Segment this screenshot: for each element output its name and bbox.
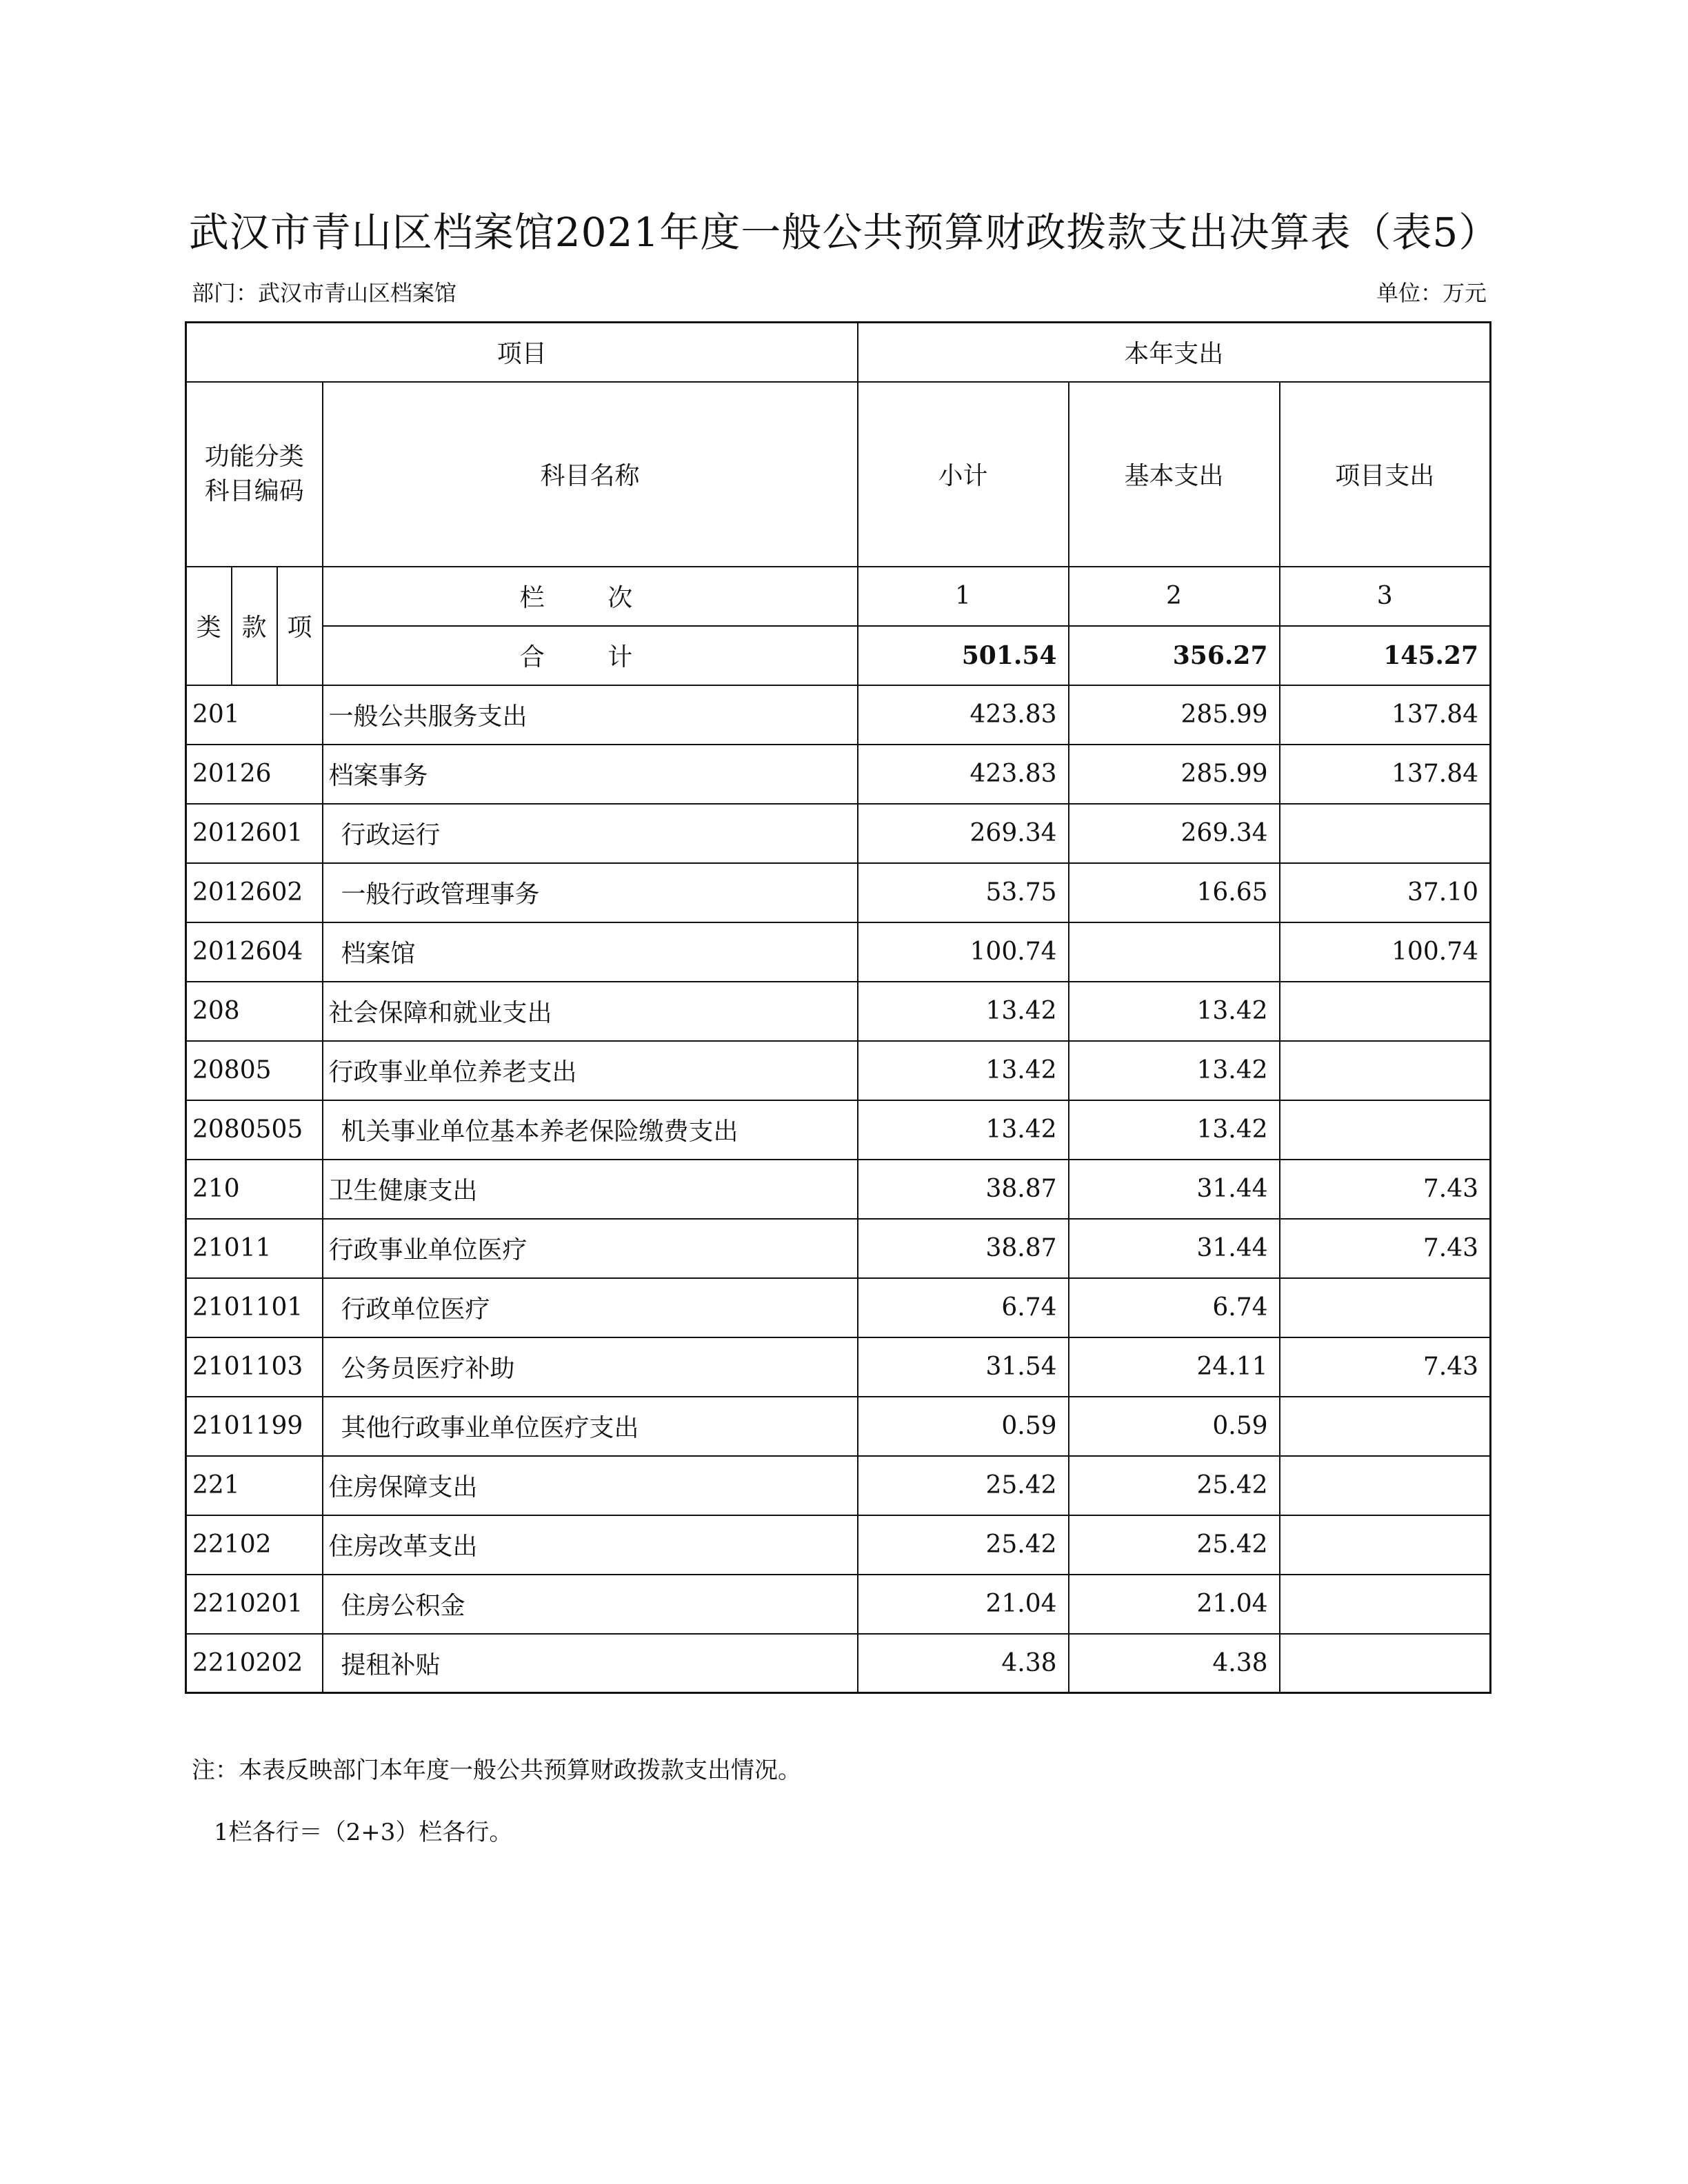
row-subject-name: 公务员医疗补助 [323, 1337, 858, 1397]
row-project [1280, 1634, 1491, 1693]
row-subtotal: 25.42 [858, 1515, 1069, 1575]
row-subject-name: 档案事务 [323, 745, 858, 804]
department-label: 部门：武汉市青山区档案馆 [192, 280, 457, 306]
column-number-3: 3 [1280, 567, 1491, 626]
header-kuan: 款 [232, 567, 277, 685]
row-project: 137.84 [1280, 745, 1491, 804]
row-subject-name: 机关事业单位基本养老保险缴费支出 [323, 1100, 858, 1160]
row-code: 2210201 [186, 1575, 323, 1634]
row-basic: 285.99 [1069, 745, 1280, 804]
row-subject-name: 住房保障支出 [323, 1456, 858, 1515]
header-lanci: 栏 次 [323, 567, 858, 626]
row-code: 2101103 [186, 1337, 323, 1397]
row-project: 37.10 [1280, 863, 1491, 922]
column-number-row [186, 567, 1491, 626]
header-func-code: 功能分类 科目编码 [186, 382, 323, 567]
row-code: 20126 [186, 745, 323, 804]
row-basic: 285.99 [1069, 685, 1280, 745]
header-lei: 类 [186, 567, 232, 685]
row-project [1280, 1397, 1491, 1456]
table-row [186, 1456, 1491, 1515]
row-subject-name: 住房改革支出 [323, 1515, 858, 1575]
table-row [186, 1160, 1491, 1219]
footnote-1: 注：本表反映部门本年度一般公共预算财政拨款支出情况。 [192, 1757, 801, 1784]
row-project: 7.43 [1280, 1337, 1491, 1397]
table-row [186, 1100, 1491, 1160]
table-row [186, 1575, 1491, 1634]
total-label: 合 计 [323, 626, 858, 685]
row-subject-name: 行政运行 [323, 804, 858, 863]
row-subject-name: 其他行政事业单位医疗支出 [323, 1397, 858, 1456]
row-code: 2101199 [186, 1397, 323, 1456]
row-project [1280, 1278, 1491, 1337]
row-project: 7.43 [1280, 1219, 1491, 1278]
row-project [1280, 982, 1491, 1041]
row-project [1280, 804, 1491, 863]
row-subject-name: 住房公积金 [323, 1575, 858, 1634]
row-project: 137.84 [1280, 685, 1491, 745]
row-subtotal: 423.83 [858, 745, 1069, 804]
row-subject-name: 提租补贴 [323, 1634, 858, 1693]
row-basic: 0.59 [1069, 1397, 1280, 1456]
table-row [186, 1634, 1491, 1693]
row-basic: 25.42 [1069, 1515, 1280, 1575]
table-row [186, 982, 1491, 1041]
row-subtotal: 53.75 [858, 863, 1069, 922]
row-basic: 13.42 [1069, 1100, 1280, 1160]
row-subtotal: 13.42 [858, 1100, 1069, 1160]
row-subtotal: 38.87 [858, 1219, 1069, 1278]
table-row [186, 1278, 1491, 1337]
table-row [186, 863, 1491, 922]
row-basic: 4.38 [1069, 1634, 1280, 1693]
total-project: 145.27 [1280, 626, 1491, 685]
total-row [186, 626, 1491, 685]
row-code: 210 [186, 1160, 323, 1219]
table-row [186, 804, 1491, 863]
table-row [186, 1337, 1491, 1397]
budget-table [185, 321, 1491, 1694]
table-row [186, 685, 1491, 745]
header-subtotal: 小计 [858, 382, 1069, 567]
table-row [186, 1515, 1491, 1575]
row-subject-name: 行政事业单位养老支出 [323, 1041, 858, 1100]
row-project: 100.74 [1280, 922, 1491, 982]
row-subject-name: 行政事业单位医疗 [323, 1219, 858, 1278]
footnote-2: 1栏各行＝（2+3）栏各行。 [214, 1819, 513, 1846]
row-code: 2012601 [186, 804, 323, 863]
header-annual-expense: 本年支出 [858, 323, 1491, 382]
row-code: 208 [186, 982, 323, 1041]
table-row [186, 1219, 1491, 1278]
row-project [1280, 1456, 1491, 1515]
row-subtotal: 0.59 [858, 1397, 1069, 1456]
row-basic: 269.34 [1069, 804, 1280, 863]
row-subtotal: 13.42 [858, 1041, 1069, 1100]
row-basic: 13.42 [1069, 1041, 1280, 1100]
row-basic: 13.42 [1069, 982, 1280, 1041]
row-subject-name: 行政单位医疗 [323, 1278, 858, 1337]
table-row [186, 1397, 1491, 1456]
row-subject-name: 一般行政管理事务 [323, 863, 858, 922]
header-row-top [186, 323, 1491, 382]
row-code: 221 [186, 1456, 323, 1515]
header-subject-name: 科目名称 [323, 382, 858, 567]
row-basic: 24.11 [1069, 1337, 1280, 1397]
row-basic: 31.44 [1069, 1219, 1280, 1278]
row-code: 2012604 [186, 922, 323, 982]
row-basic: 6.74 [1069, 1278, 1280, 1337]
row-subtotal: 423.83 [858, 685, 1069, 745]
row-project: 7.43 [1280, 1160, 1491, 1219]
table-row [186, 922, 1491, 982]
row-basic: 16.65 [1069, 863, 1280, 922]
row-subject-name: 档案馆 [323, 922, 858, 982]
row-code: 21011 [186, 1219, 323, 1278]
unit-label: 单位：万元 [1376, 280, 1487, 306]
header-basic-expense: 基本支出 [1069, 382, 1280, 567]
row-code: 2080505 [186, 1100, 323, 1160]
total-basic: 356.27 [1069, 626, 1280, 685]
row-code: 2101101 [186, 1278, 323, 1337]
row-basic: 21.04 [1069, 1575, 1280, 1634]
row-subtotal: 31.54 [858, 1337, 1069, 1397]
row-basic: 25.42 [1069, 1456, 1280, 1515]
row-subtotal: 25.42 [858, 1456, 1069, 1515]
row-code: 201 [186, 685, 323, 745]
row-subtotal: 13.42 [858, 982, 1069, 1041]
row-project [1280, 1041, 1491, 1100]
row-subtotal: 269.34 [858, 804, 1069, 863]
row-code: 22102 [186, 1515, 323, 1575]
row-project [1280, 1575, 1491, 1634]
table-row [186, 745, 1491, 804]
total-subtotal: 501.54 [858, 626, 1069, 685]
row-code: 2012602 [186, 863, 323, 922]
row-subtotal: 38.87 [858, 1160, 1069, 1219]
row-subtotal: 100.74 [858, 922, 1069, 982]
row-basic [1069, 922, 1280, 982]
table-row [186, 1041, 1491, 1100]
row-code: 20805 [186, 1041, 323, 1100]
header-xiang: 项 [277, 567, 323, 685]
row-subject-name: 卫生健康支出 [323, 1160, 858, 1219]
header-project-expense: 项目支出 [1280, 382, 1491, 567]
row-project [1280, 1515, 1491, 1575]
page-title: 武汉市青山区档案馆2021年度一般公共预算财政拨款支出决算表（表5） [188, 209, 1500, 256]
row-subject-name: 社会保障和就业支出 [323, 982, 858, 1041]
row-subtotal: 21.04 [858, 1575, 1069, 1634]
row-subtotal: 4.38 [858, 1634, 1069, 1693]
header-row-main [186, 382, 1491, 567]
column-number-1: 1 [858, 567, 1069, 626]
row-code: 2210202 [186, 1634, 323, 1693]
row-subject-name: 一般公共服务支出 [323, 685, 858, 745]
header-project: 项目 [186, 323, 858, 382]
row-project [1280, 1100, 1491, 1160]
row-basic: 31.44 [1069, 1160, 1280, 1219]
column-number-2: 2 [1069, 567, 1280, 626]
row-subtotal: 6.74 [858, 1278, 1069, 1337]
